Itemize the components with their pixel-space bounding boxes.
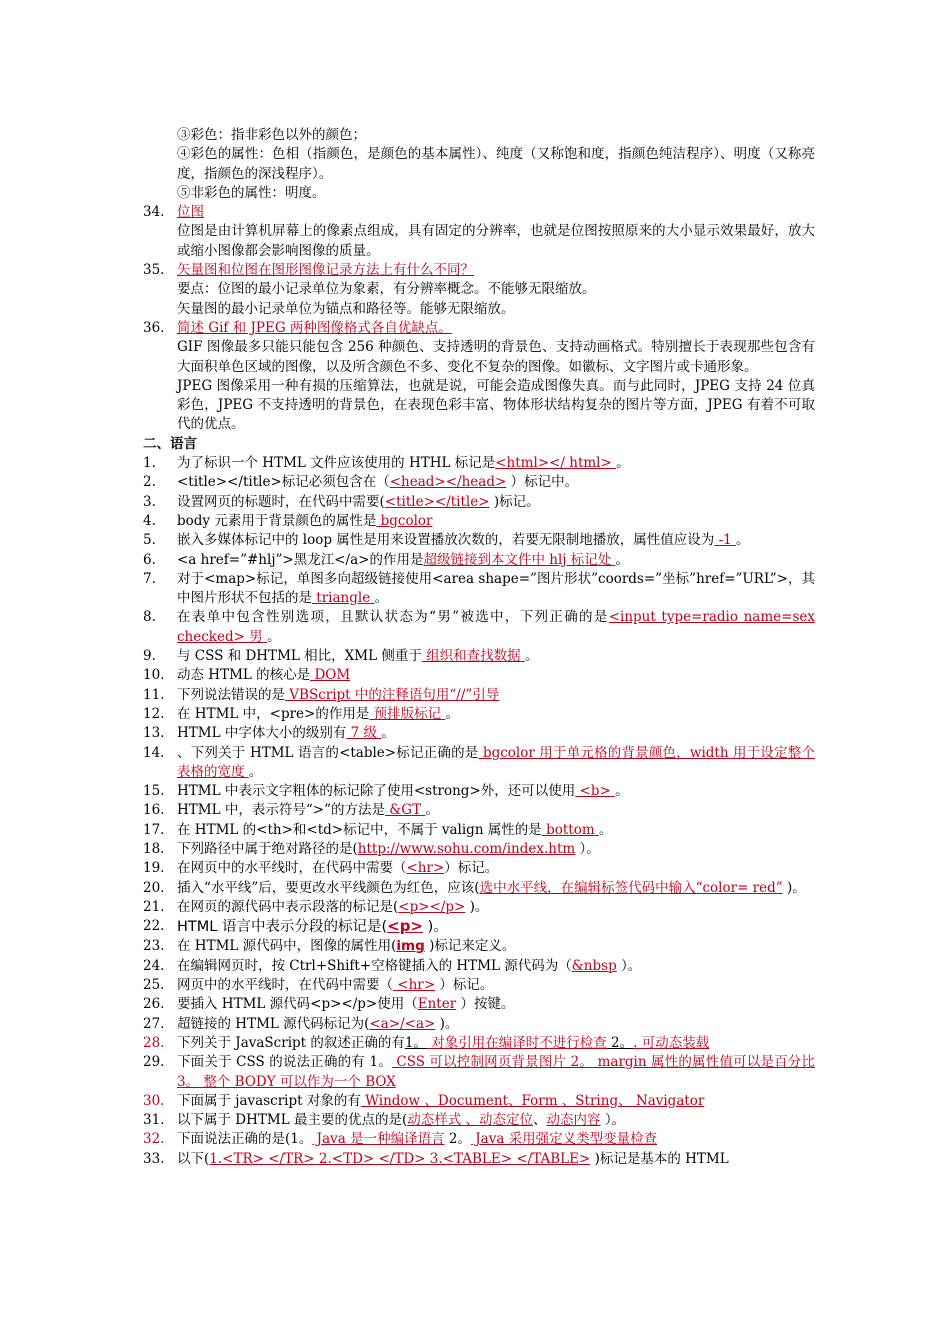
question-23 bbox=[143, 937, 815, 956]
question-7 bbox=[143, 570, 815, 609]
question-text: 超链接的 HTML 源代码标记为( bbox=[177, 1015, 370, 1032]
answer-text: 矢量图的最小记录单位为锚点和路径等。能够无限缩放。 bbox=[177, 300, 515, 317]
question-text: 对于<map>标记，单图多向超级链接使用<area shape=”图片形状”coords=”坐标”href=”URL”>，其中图片形状不包括的是 bbox=[177, 570, 815, 607]
question-number: 24. bbox=[143, 957, 165, 974]
question-number: 31. bbox=[143, 1112, 165, 1129]
question-number: 10. bbox=[143, 667, 165, 684]
answer: 1.<TR> </TR> 2.<TD> </TD> 3.<TABLE> </TABLE> bbox=[209, 1150, 591, 1167]
question-number: 4. bbox=[143, 512, 156, 529]
question-text: 。 bbox=[524, 648, 539, 665]
answer: bgcolor bbox=[376, 512, 433, 529]
question-text: )。 bbox=[435, 1015, 459, 1032]
question-text: body 元素用于背景颜色的属性是 bbox=[177, 512, 377, 529]
question-4 bbox=[143, 512, 815, 531]
question-title: 矢量图和位图在图形图像记录方法上有什么不同？ bbox=[177, 262, 474, 279]
question-number: 15. bbox=[143, 783, 165, 800]
question-title: 位图 bbox=[177, 204, 204, 221]
question-text: 。 bbox=[598, 821, 613, 838]
question-number: 19. bbox=[143, 860, 165, 877]
question-17 bbox=[143, 821, 815, 840]
question-30 bbox=[143, 1092, 815, 1111]
answer: 动态样式 、动态定位 bbox=[407, 1112, 534, 1129]
question-36 bbox=[143, 319, 815, 435]
question-text: 、 bbox=[533, 1112, 547, 1129]
answer-text: JPEG 图像采用一种有损的压缩算法，也就是说，可能会造成图像失真。而与此同时，JPEG 支持 24 位真彩色，JPEG 不支持透明的背景色，在表现色彩丰富、物体形状结构复杂的图片等方面，JPEG 有着不可取代的优点。 bbox=[177, 377, 815, 433]
question-text: 。 bbox=[615, 551, 630, 568]
question-27 bbox=[143, 1015, 815, 1034]
question-text: 在网页中的水平线时，在代码中需要（ bbox=[177, 860, 407, 877]
answer: Window 、Document、Form 、String、 Navigator bbox=[360, 1092, 705, 1109]
question-text: ）标记。 bbox=[444, 860, 499, 877]
question-number: 35. bbox=[143, 262, 165, 279]
question-number: 32. bbox=[143, 1131, 165, 1148]
question-2 bbox=[143, 473, 815, 492]
question-number: 8. bbox=[143, 609, 156, 626]
question-text: 下面属于 javascript 对象的有 bbox=[177, 1092, 361, 1109]
question-text: <a href=”#hlj”>黑龙江</a>的作用是 bbox=[177, 551, 424, 568]
question-text: 嵌入多媒体标记中的 loop 属性是用来设置播放次数的，若要无限制地播放，属性值应设为 bbox=[177, 532, 715, 549]
question-text: 。 bbox=[267, 628, 281, 645]
question-number: 22. bbox=[143, 918, 165, 935]
question-31 bbox=[143, 1111, 815, 1130]
question-number: 13. bbox=[143, 725, 165, 742]
question-text: <title></title>标记必须包含在（ bbox=[177, 474, 390, 491]
question-number: 25. bbox=[143, 977, 165, 994]
answer: <head></head> bbox=[389, 474, 507, 491]
question-number: 6. bbox=[143, 551, 156, 568]
question-number: 28. bbox=[143, 1034, 165, 1051]
question-number: 33. bbox=[143, 1150, 165, 1167]
question-number: 12. bbox=[143, 705, 165, 722]
question-text: 。 bbox=[616, 455, 630, 472]
question-text: 下列路径中属于绝对路径的是( bbox=[177, 840, 358, 857]
question-34 bbox=[143, 203, 815, 261]
answer: <html></ html> bbox=[495, 455, 612, 472]
answer-text: 位图是由计算机屏幕上的像素点组成，具有固定的分辨率，也就是位图按照原来的大小显示效果最好，放大或缩小图像都会影响图像的质量。 bbox=[177, 223, 815, 259]
question-number: 18. bbox=[143, 840, 165, 857]
question-number: 30. bbox=[143, 1092, 165, 1109]
question-9 bbox=[143, 647, 815, 666]
question-8 bbox=[143, 608, 815, 647]
answer: CSS 可以控制网页背景图片 2。 margin 属性的属性值可以是百分比 3。 整个 BODY 可以作为一个 BOX bbox=[177, 1054, 815, 1090]
question-number: 26. bbox=[143, 996, 165, 1013]
answer: <hr> bbox=[393, 977, 436, 994]
intro-line: ③彩色：指非彩色以外的颜色； bbox=[177, 127, 366, 143]
question-text: HTML 中表示文字粗体的标记除了使用<strong>外，还可以使用 bbox=[177, 783, 576, 800]
section-heading: 二、语言 bbox=[143, 435, 197, 452]
question-text: )标记来定义。 bbox=[424, 938, 516, 955]
answer: <a>/<a> bbox=[369, 1015, 436, 1032]
question-text: 。 bbox=[248, 763, 263, 780]
question-text: )标记是基本的 HTML bbox=[590, 1150, 729, 1167]
answer: Enter bbox=[417, 996, 457, 1013]
question-text: 、下列关于 HTML 语言的<table>标记正确的是 bbox=[177, 744, 479, 761]
answer: <hr> bbox=[406, 860, 445, 877]
question-number: 17. bbox=[143, 821, 165, 838]
question-text: ）标记中。 bbox=[506, 474, 579, 491]
answer: <p> bbox=[387, 917, 423, 936]
question-text: HTML 中，表示符号“>”的方法是 bbox=[177, 802, 385, 819]
question-number: 27. bbox=[143, 1015, 165, 1032]
question-number: 21. bbox=[143, 898, 165, 915]
question-text: 。 bbox=[374, 590, 388, 607]
question-number: 23. bbox=[143, 938, 165, 955]
question-33 bbox=[143, 1150, 815, 1169]
answer: <input type=radio name=sex checked> 男 bbox=[177, 609, 815, 645]
question-text: 下列说法错误的是 bbox=[177, 686, 285, 703]
question-number: 29. bbox=[143, 1054, 165, 1071]
question-text: ）。 bbox=[616, 957, 642, 974]
question-text: 设置网页的标题时，在代码中需要( bbox=[177, 493, 385, 510]
question-text: )。 bbox=[465, 898, 489, 915]
question-text: 在网页的源代码中表示段落的标记是( bbox=[177, 898, 399, 915]
question-text: ）。 bbox=[575, 840, 600, 857]
answer: . 可动态装载 bbox=[633, 1034, 710, 1051]
question-text: 在表单中包含性别选项，且默认状态为“男”被选中，下列正确的是 bbox=[177, 609, 609, 626]
question-28 bbox=[143, 1034, 815, 1053]
question-text: )标记。 bbox=[489, 493, 540, 510]
question-29 bbox=[143, 1053, 815, 1092]
question-text: )。 bbox=[423, 919, 448, 936]
answer: DOM bbox=[310, 667, 351, 684]
question-text: ）标记。 bbox=[435, 977, 494, 994]
question-text: )。 bbox=[782, 879, 806, 896]
question-number: 5. bbox=[143, 532, 156, 549]
question-number: 11. bbox=[143, 686, 165, 703]
question-text: 。 bbox=[445, 705, 459, 722]
question-number: 14. bbox=[143, 744, 165, 761]
question-text: 在 HTML 中，<pre>的作用是 bbox=[177, 705, 370, 722]
question-title: 简述 Gif 和 JPEG 两种图像格式各自优缺点。 bbox=[177, 319, 452, 336]
answer: <b> bbox=[575, 783, 611, 800]
document-body bbox=[143, 126, 815, 1169]
answer: bgcolor 用于单元格的背景颜色，width 用于设定整个表格的宽度 bbox=[177, 744, 815, 780]
answer-text: 要点：位图的最小记录单位为象素，有分辨率概念。不能够无限缩放。 bbox=[177, 281, 596, 298]
question-11 bbox=[143, 686, 815, 705]
question-18 bbox=[143, 840, 815, 859]
answer-marker: 1。 bbox=[404, 1034, 427, 1051]
question-number: 34. bbox=[143, 204, 165, 221]
question-1 bbox=[143, 454, 815, 473]
question-6 bbox=[143, 551, 815, 570]
answer: 对象引用在编译时不进行检查 bbox=[426, 1034, 607, 1051]
question-20 bbox=[143, 879, 815, 898]
question-32 bbox=[143, 1130, 815, 1149]
question-35 bbox=[143, 261, 815, 319]
answer: 组织和查找数据 bbox=[421, 648, 521, 665]
answer: triangle bbox=[312, 590, 371, 607]
question-text: HTML 中字体大小的级别有 bbox=[177, 725, 347, 742]
answer: http://www.sohu.com/index.htm bbox=[357, 840, 576, 857]
question-number: 16. bbox=[143, 802, 165, 819]
answer: 选中水平线，在编辑标签代码中输入“color= red” bbox=[479, 879, 783, 896]
question-number: 36. bbox=[143, 319, 165, 336]
answer: &nbsp bbox=[571, 957, 617, 974]
question-text: 下面说法正确的是(1。 bbox=[177, 1131, 313, 1148]
question-19 bbox=[143, 859, 815, 878]
answer-text: GIF 图像最多只能只能包含 256 种颜色、支持透明的背景色、支持动画格式。特别擅长于表现那些包含有大面积单色区域的图像，以及所含颜色不多、变化不复杂的图像。如徽标、文字图片或卡通形象。 bbox=[177, 339, 815, 375]
question-26 bbox=[143, 995, 815, 1014]
question-text: 为了标识一个 HTML 文件应该使用的 HTHL 标记是 bbox=[177, 455, 496, 472]
answer: 7 级 bbox=[346, 725, 378, 742]
question-5 bbox=[143, 531, 815, 550]
answer: img bbox=[396, 938, 425, 955]
question-15 bbox=[143, 782, 815, 801]
answer: &GT bbox=[384, 802, 422, 819]
answer: 超级链接到本文件中 hlj 标记处 bbox=[423, 551, 612, 568]
intro-line: ⑤非彩色的属性：明度。 bbox=[177, 184, 326, 201]
question-text: 2。 bbox=[444, 1131, 471, 1148]
question-25 bbox=[143, 976, 815, 995]
answer: VBScript 中的注释语句用“//”引导 bbox=[285, 686, 500, 703]
question-text: 在 HTML 源代码中，图像的属性用( bbox=[177, 938, 397, 955]
question-14 bbox=[143, 744, 815, 783]
question-22 bbox=[143, 917, 815, 937]
question-text: 网页中的水平线时，在代码中需要（ bbox=[177, 977, 393, 994]
question-number: 20. bbox=[143, 879, 165, 896]
answer: 动态内容 bbox=[546, 1112, 601, 1129]
question-3 bbox=[143, 493, 815, 512]
question-text: 要插入 HTML 源代码<p></p>使用（ bbox=[177, 996, 418, 1013]
question-text: 下列关于 JavaScript 的叙述正确的有 bbox=[177, 1034, 405, 1051]
question-text: ）按键。 bbox=[456, 996, 515, 1013]
intro-line: ④彩色的属性：色相（指颜色，是颜色的基本属性）、纯度（又称饱和度，指颜色纯洁程序）、明度（又称亮度，指颜色的深浅程序）。 bbox=[177, 146, 815, 182]
question-number: 9. bbox=[143, 648, 156, 665]
question-text: 。 bbox=[615, 783, 629, 800]
question-number: 7. bbox=[143, 570, 156, 587]
question-16 bbox=[143, 801, 815, 820]
answer: -1 bbox=[714, 532, 732, 549]
question-text: 以下( bbox=[177, 1150, 210, 1167]
answer: 预排版标记 bbox=[369, 705, 442, 722]
answer: Java 是一种编译语言 bbox=[312, 1131, 445, 1148]
question-text: 在编辑网页时，按 Ctrl+Shift+空格键插入的 HTML 源代码为（ bbox=[177, 957, 572, 974]
answer: <title></title> bbox=[384, 493, 490, 510]
question-text: 与 CSS 和 DHTML 相比，XML 侧重于 bbox=[177, 648, 422, 665]
question-text: 以下属于 DHTML 最主要的优点的是( bbox=[177, 1112, 408, 1129]
question-number: 3. bbox=[143, 493, 156, 510]
question-13 bbox=[143, 724, 815, 743]
question-text: ）。 bbox=[600, 1112, 626, 1129]
question-24 bbox=[143, 957, 815, 976]
answer-marker: 2。 bbox=[606, 1034, 634, 1051]
answer: Java 采用强定义类型变量检查 bbox=[470, 1131, 658, 1148]
question-21 bbox=[143, 898, 815, 917]
question-text: 插入“水平线”后，要更改水平线颜色为红色，应该( bbox=[177, 879, 480, 896]
answer: bottom bbox=[541, 821, 595, 838]
question-number: 1. bbox=[143, 455, 156, 472]
question-number: 2. bbox=[143, 474, 156, 491]
question-text: HTML 语言中表示分段的标记是( bbox=[177, 919, 388, 936]
question-text: 。 bbox=[425, 802, 439, 819]
question-text: 下面关于 CSS 的说法正确的有 1。 bbox=[177, 1054, 392, 1071]
question-12 bbox=[143, 705, 815, 724]
question-text: 在 HTML 的<th>和<td>标记中，不属于 valign 属性的是 bbox=[177, 821, 542, 838]
answer: <p></p> bbox=[398, 898, 466, 915]
question-text: 动态 HTML 的核心是 bbox=[177, 667, 311, 684]
question-text: 。 bbox=[381, 725, 395, 742]
question-10 bbox=[143, 666, 815, 685]
question-text: 。 bbox=[736, 532, 750, 549]
